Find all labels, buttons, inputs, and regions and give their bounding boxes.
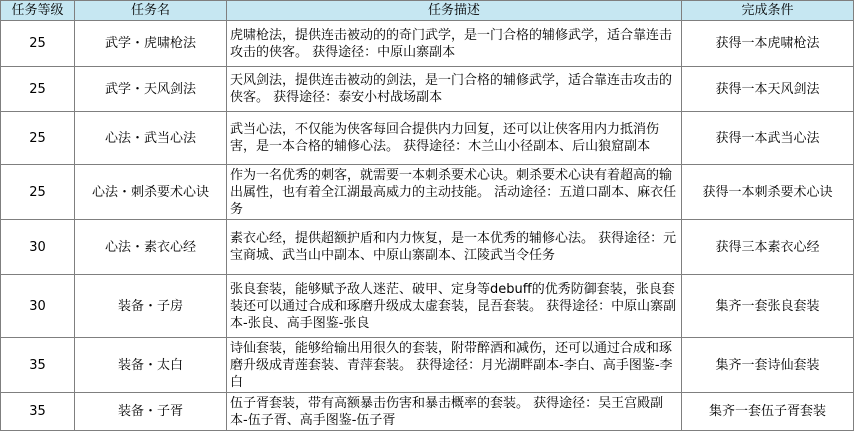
level-cell: 25 xyxy=(1,112,75,165)
desc-cell: 张良套装，能够赋予敌人迷茫、破甲、定身等debuff的优秀防御套装，张良套装还可以通过合成和琢磨升级成太虚套装，昆吾套装。 获得途径：中原山寨副本-张良、高手图鉴-张良 xyxy=(227,275,682,338)
desc-cell: 虎啸枪法，提供连击被动的的奇门武学，是一门合格的辅修武学，适合靠连击攻击的侠客。 获得途径：中原山寨副本 xyxy=(227,21,682,67)
cond-cell: 获得一本天风剑法 xyxy=(682,67,854,112)
name-cell: 装备・子房 xyxy=(75,275,227,338)
desc-cell: 天风剑法，提供连击被动的剑法，是一门合格的辅修武学，适合靠连击攻击的侠客。 获得途径：泰安小村战场副本 xyxy=(227,67,682,112)
desc-cell: 作为一名优秀的刺客，就需要一本刺杀要术心诀。刺杀要术心诀有着超高的输出属性，也有着全江湖最高威力的主动技能。 活动途径：五道口副本、麻衣任务 xyxy=(227,165,682,220)
desc-cell: 武当心法，不仅能为侠客每回合提供内力回复，还可以让侠客用内力抵消伤害，是一本合格的辅修心法。 获得途径：木兰山小径副本、后山狼窟副本 xyxy=(227,112,682,165)
level-cell: 25 xyxy=(1,165,75,220)
cond-cell: 集齐一套伍子胥套装 xyxy=(682,393,854,431)
cond-cell: 获得一本武当心法 xyxy=(682,112,854,165)
cond-cell: 获得一本刺杀要术心诀 xyxy=(682,165,854,220)
cond-cell: 集齐一套诗仙套装 xyxy=(682,338,854,393)
cond-cell: 获得三本素衣心经 xyxy=(682,220,854,275)
name-cell: 心法・武当心法 xyxy=(75,112,227,165)
level-cell: 30 xyxy=(1,275,75,338)
header-cond: 完成条件 xyxy=(682,1,854,21)
cond-cell: 集齐一套张良套装 xyxy=(682,275,854,338)
desc-cell: 素衣心经，提供超额护盾和内力恢复，是一本优秀的辅修心法。 获得途径：元宝商城、武当山中副本、中原山寨副本、江陵武当令任务 xyxy=(227,220,682,275)
name-cell: 心法・刺杀要术心诀 xyxy=(75,165,227,220)
name-cell: 武学・天风剑法 xyxy=(75,67,227,112)
level-cell: 35 xyxy=(1,338,75,393)
desc-cell: 伍子胥套装，带有高额暴击伤害和暴击概率的套装。 获得途径：吴王宫殿副本-伍子胥、高手图鉴-伍子胥 xyxy=(227,393,682,431)
header-name: 任务名 xyxy=(75,1,227,21)
level-cell: 35 xyxy=(1,393,75,431)
name-cell: 武学・虎啸枪法 xyxy=(75,21,227,67)
level-cell: 30 xyxy=(1,220,75,275)
table-row xyxy=(1,338,854,393)
table-row xyxy=(1,21,854,67)
header-level: 任务等级 xyxy=(1,1,75,21)
table-row xyxy=(1,275,854,338)
desc-cell: 诗仙套装，能够给输出用很久的套装，附带醉酒和减伤，还可以通过合成和琢磨升级成青莲套装、青萍套装。 获得途径：月光湖畔副本-李白、高手图鉴-李白 xyxy=(227,338,682,393)
table-row xyxy=(1,67,854,112)
table-row xyxy=(1,112,854,165)
table-row xyxy=(1,165,854,220)
name-cell: 心法・素衣心经 xyxy=(75,220,227,275)
level-cell: 25 xyxy=(1,67,75,112)
cond-cell: 获得一本虎啸枪法 xyxy=(682,21,854,67)
table-row xyxy=(1,393,854,431)
name-cell: 装备・太白 xyxy=(75,338,227,393)
table-row xyxy=(1,220,854,275)
level-cell: 25 xyxy=(1,21,75,67)
name-cell: 装备・子胥 xyxy=(75,393,227,431)
header-row xyxy=(1,1,854,21)
header-desc: 任务描述 xyxy=(227,1,682,21)
